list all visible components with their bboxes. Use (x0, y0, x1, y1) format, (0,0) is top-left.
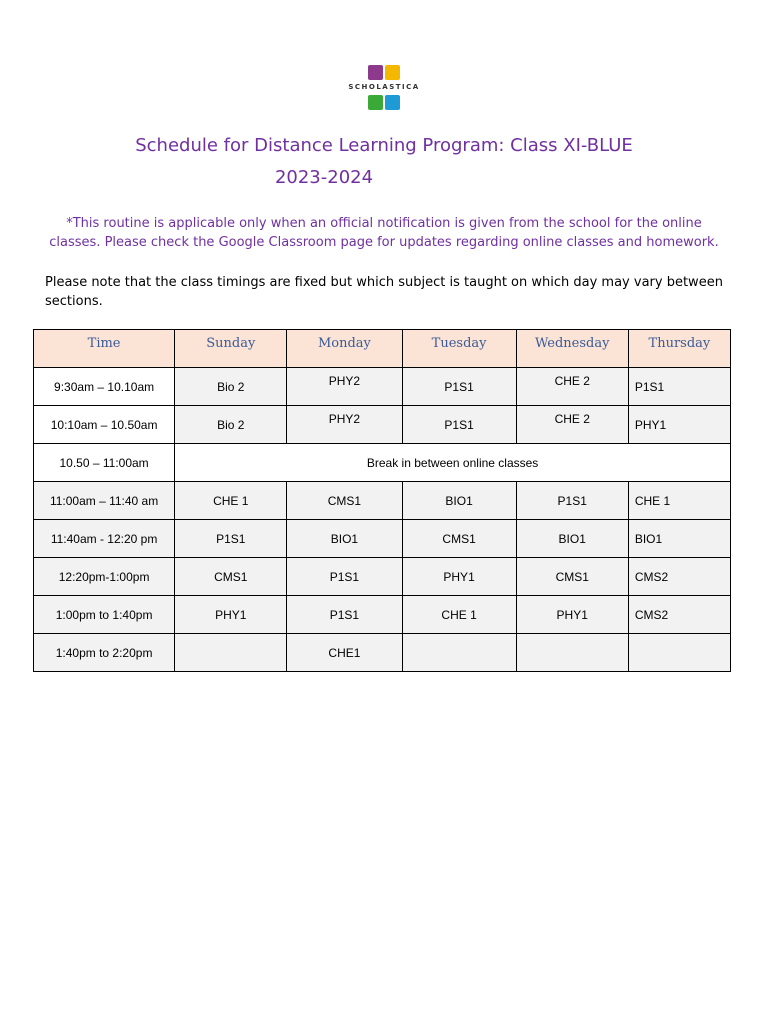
logo-square-yellow (385, 65, 400, 80)
time-cell: 10.50 – 11:00am (34, 444, 175, 482)
online-routine-notice: *This routine is applicable only when an official notification is given from the school for the online classes. Please check the Google Classroom page for updates regarding online classes and homework. (49, 216, 719, 250)
schedule-cell: BIO1 (628, 520, 730, 558)
table-row (34, 520, 731, 558)
schedule-cell: P1S1 (402, 406, 516, 444)
table-header-row (34, 330, 731, 368)
schedule-cell: P1S1 (175, 520, 287, 558)
time-cell: 12:20pm-1:00pm (34, 558, 175, 596)
schedule-cell: CHE 2 (516, 368, 628, 406)
page-title: Schedule for Distance Learning Program: Class XI-BLUE (135, 135, 633, 156)
schedule-cell: CMS1 (175, 558, 287, 596)
table-row (34, 482, 731, 520)
schedule-cell: BIO1 (287, 520, 402, 558)
schedule-cell: P1S1 (287, 596, 402, 634)
table-row-break (34, 444, 731, 482)
schedule-cell: PHY1 (628, 406, 730, 444)
table-row (34, 596, 731, 634)
schedule-cell: CMS1 (402, 520, 516, 558)
logo-square-blue (385, 95, 400, 110)
schedule-cell (628, 634, 730, 672)
schedule-cell: P1S1 (287, 558, 402, 596)
schedule-cell: PHY1 (402, 558, 516, 596)
time-cell: 9:30am – 10.10am (34, 368, 175, 406)
schedule-cell: BIO1 (516, 520, 628, 558)
schedule-cell: CHE 2 (516, 406, 628, 444)
schedule-cell: P1S1 (402, 368, 516, 406)
column-header-tuesday: Tuesday (402, 330, 516, 368)
schedule-cell: PHY2 (287, 368, 402, 406)
schedule-cell: CHE 1 (175, 482, 287, 520)
schedule-cell: CMS1 (287, 482, 402, 520)
column-header-sunday: Sunday (175, 330, 287, 368)
schedule-cell: Bio 2 (175, 368, 287, 406)
schedule-cell (175, 634, 287, 672)
time-cell: 10:10am – 10.50am (34, 406, 175, 444)
break-cell: Break in between online classes (175, 444, 731, 482)
schedule-cell: CMS2 (628, 596, 730, 634)
logo-square-green (368, 95, 383, 110)
schedule-cell (402, 634, 516, 672)
schedule-cell: P1S1 (628, 368, 730, 406)
schedule-cell: CHE 1 (628, 482, 730, 520)
school-logo (338, 62, 430, 114)
schedule-cell: CMS2 (628, 558, 730, 596)
table-row (34, 368, 731, 406)
schedule-cell: BIO1 (402, 482, 516, 520)
time-cell: 11:40am - 12:20 pm (34, 520, 175, 558)
schedule-cell: PHY1 (516, 596, 628, 634)
schedule-cell: CHE 1 (402, 596, 516, 634)
timing-note: Please note that the class timings are fixed but which subject is taught on which day may vary between sections. (45, 275, 723, 309)
schedule-cell (516, 634, 628, 672)
page-subtitle-year: 2023-2024 (274, 167, 374, 188)
schedule-cell: Bio 2 (175, 406, 287, 444)
column-header-wednesday: Wednesday (516, 330, 628, 368)
schedule-cell: PHY2 (287, 406, 402, 444)
table-row (34, 634, 731, 672)
column-header-time: Time (34, 330, 175, 368)
time-cell: 1:00pm to 1:40pm (34, 596, 175, 634)
time-cell: 1:40pm to 2:20pm (34, 634, 175, 672)
schedule-cell: CMS1 (516, 558, 628, 596)
table-row (34, 406, 731, 444)
logo-square-purple (368, 65, 383, 80)
column-header-monday: Monday (287, 330, 402, 368)
schedule-cell: CHE1 (287, 634, 402, 672)
column-header-thursday: Thursday (628, 330, 730, 368)
table-row (34, 558, 731, 596)
time-cell: 11:00am – 11:40 am (34, 482, 175, 520)
schedule-cell: P1S1 (516, 482, 628, 520)
logo-wordmark: SCHOLASTICA (348, 83, 420, 91)
schedule-table (33, 329, 731, 672)
schedule-cell: PHY1 (175, 596, 287, 634)
